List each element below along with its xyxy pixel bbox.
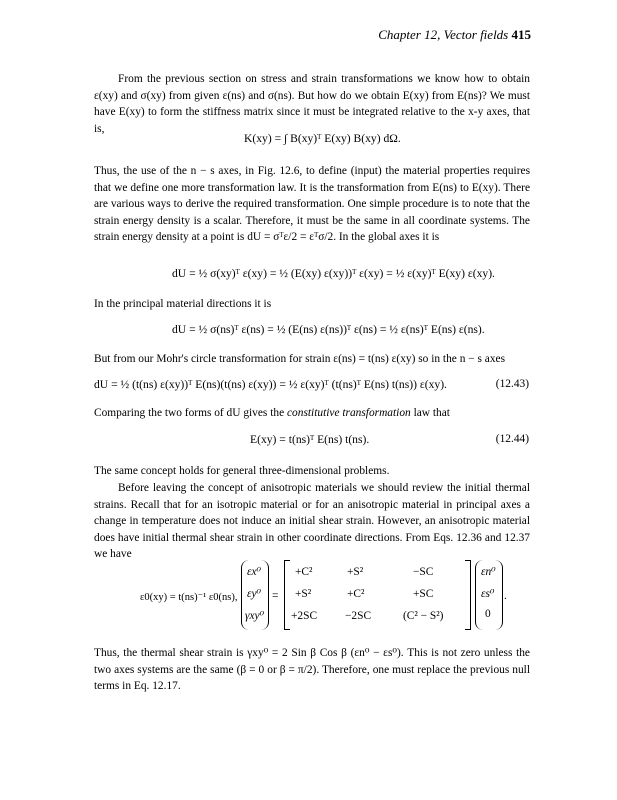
paragraph-6: The same concept holds for general three-dimensional problems.	[94, 465, 390, 477]
paragraph-3: In the principal material directions it is	[94, 298, 272, 310]
paragraph-4: But from our Mohr's circle transformation for strain ε(ns) = t(ns) ε(xy) so in the n − s axes	[94, 353, 506, 365]
matrix-cell: +SC	[413, 588, 434, 600]
matrix-cell: −2SC	[345, 610, 372, 622]
paragraph-5-end: law that	[413, 407, 450, 419]
matrix-equation-lhs: ε0(xy) = t(ns)⁻¹ ε0(ns),	[140, 592, 238, 603]
vector-ns-item: 0	[485, 608, 491, 620]
matrix-cell: −SC	[413, 566, 434, 578]
vector-ns-item: εn⁰	[481, 566, 496, 578]
transformation-matrix	[284, 560, 471, 630]
paragraph-5-start: Comparing the two forms of dU gives the	[94, 407, 285, 419]
matrix-cell: +2SC	[291, 610, 318, 622]
chapter-title: Chapter 12, Vector fields	[378, 27, 509, 42]
running-header	[378, 27, 531, 43]
equation-12-44: E(xy) = t(ns)ᵀ E(ns) t(ns).	[250, 433, 370, 446]
strain-vector-ns	[475, 560, 503, 630]
equation-global-energy: dU = ½ σ(xy)ᵀ ε(xy) = ½ (E(xy) ε(xy))ᵀ ε(xy) = ½ ε(xy)ᵀ E(xy) ε(xy).	[172, 267, 495, 280]
paragraph-5	[94, 405, 530, 422]
equation-number-12-44: (12.44)	[495, 433, 529, 445]
matrix-cell: +S²	[295, 588, 312, 600]
vector-xy-item: γxy⁰	[245, 610, 265, 622]
equation-principal-energy: dU = ½ σ(ns)ᵀ ε(ns) = ½ (E(ns) ε(ns))ᵀ ε(ns) = ½ ε(ns)ᵀ E(ns) ε(ns).	[172, 323, 485, 336]
vector-xy-item: εy⁰	[247, 588, 262, 600]
vector-ns-item: εs⁰	[481, 588, 495, 600]
equation-number-12-43: (12.43)	[495, 378, 529, 390]
paragraph-2: Thus, the use of the n − s axes, in Fig. 12.6, to define (input) the material properties requires that we define one more transformation law. It is the transformation from E(ns) to E(xy). There are various ways to derive the required transformation. One simple procedure is to note that the strain energy density is a scalar. Therefore, it must be the same in all coordinate systems. The strain energy density at a point is dU = σᵀε/2 = εᵀσ/2. In the global axes it is	[94, 165, 530, 244]
matrix-cell: +C²	[295, 566, 313, 578]
strain-vector-xy	[241, 560, 269, 630]
document-page: Chapter 12, Vector fields 415 From the previous section on stress and strain transformations we know how to obtain ε(xy) and σ(xy) from given ε(ns) and σ(ns). But how do we obtain E(xy) from E(ns)? We must have E(xy) to form the stiffness matrix since it must be integrated relative to the x-y axes, that is, K(xy) = ∫ B(xy)ᵀ E(xy) B(xy) dΩ. Thus, the use of the n − s axes, in Fig. 12.6, to define (input) the material properties requires that we define one more transformation law. It is the transformation from E(ns) to E(xy). There are various ways to derive the required transformation. One simple procedure is to note that the strain energy density is a scalar. Therefore, it must be the same in all coordinate systems. The strain energy density at a point is dU = σᵀε/2 = εᵀσ/2. In the global axes it is dU = ½ σ(xy)ᵀ ε(xy) = ½ (E(xy) ε(xy))ᵀ ε(xy) = ½ ε(xy)ᵀ E(xy) ε(xy). In the principal material directions it is dU = ½ σ(ns)ᵀ ε(ns) = ½ (E(ns) ε(ns))ᵀ ε(ns) = ½ ε(ns)ᵀ E(ns) ε(ns). But from our Mohr's circle transformation for strain ε(ns) = t(ns) ε(xy) so in the n − s axes dU = ½ (t(ns) ε(xy))ᵀ E(ns)(t(ns) ε(xy)) = ½ ε(xy)ᵀ (t(ns)ᵀ E(ns) t(ns)) ε(xy). (12.43) Comparing the two forms of dU gives the constitutive transformation law that E(xy) = t(ns)ᵀ E(ns) t(ns). (12.44) The same concept holds for general three-dimensional problems. Before leaving the concept of anisotropic materials we should review the initial thermal strains. Recall that for an isotropic material or for an anisotropic material in principal axes a change in temperature does not induce an initial shear strain. However, an anisotropic material does have initial thermal shear strain in other coordinate directions. From Eqs. 12.36 and 12.37 we have ε0(xy) = t(ns)⁻¹ ε0(ns), εx⁰ εy⁰ γxy⁰ = +C² +S² −SC +S² +C² +SC +2SC −2SC (C² − S²) εn⁰ εs⁰ 0 . Thus, the thermal shear strain is γxy⁰ = 2 Sin β Cos β (εn⁰ − εs⁰). This is not zero unless the two axes systems are the same (β = 0 or β = π/2). Therefore, one must replace the previous null terms in Eq. 12.17.	[0, 0, 617, 800]
paragraph-5-emphasis: constitutive transformation	[287, 407, 411, 419]
equation-12-43: dU = ½ (t(ns) ε(xy))ᵀ E(ns)(t(ns) ε(xy)) = ½ ε(xy)ᵀ (t(ns)ᵀ E(ns) t(ns)) ε(xy).	[94, 378, 447, 391]
paragraph-8: Thus, the thermal shear strain is γxy⁰ = 2 Sin β Cos β (εn⁰ − εs⁰). This is not zero unless the two axes systems are the same (β = 0 or β = π/2). Therefore, one must replace the previous null terms in Eq. 12.17.	[94, 647, 530, 693]
equation-stiffness: K(xy) = ∫ B(xy)ᵀ E(xy) B(xy) dΩ.	[244, 132, 401, 145]
vector-xy-item: εx⁰	[247, 566, 262, 578]
paragraph-1: From the previous section on stress and strain transformations we know how to obtain ε(xy) and σ(xy) from given ε(ns) and σ(ns). But how do we obtain E(xy) from E(ns)? We must have E(xy) to form the stiffness matrix since it must be integrated relative to the x-y axes, that is,	[94, 73, 530, 135]
matrix-cell: +S²	[347, 566, 364, 578]
page-number: 415	[511, 27, 531, 42]
paragraph-7: Before leaving the concept of anisotropic materials we should review the initial thermal strains. Recall that for an isotropic material or for an anisotropic material in principal axes a change in temperature does not induce an initial shear strain. However, an anisotropic material does have initial thermal shear strain in other coordinate directions. From Eqs. 12.36 and 12.37 we have	[94, 482, 530, 561]
matrix-cell: +C²	[347, 588, 365, 600]
matrix-cell: (C² − S²)	[403, 610, 444, 622]
